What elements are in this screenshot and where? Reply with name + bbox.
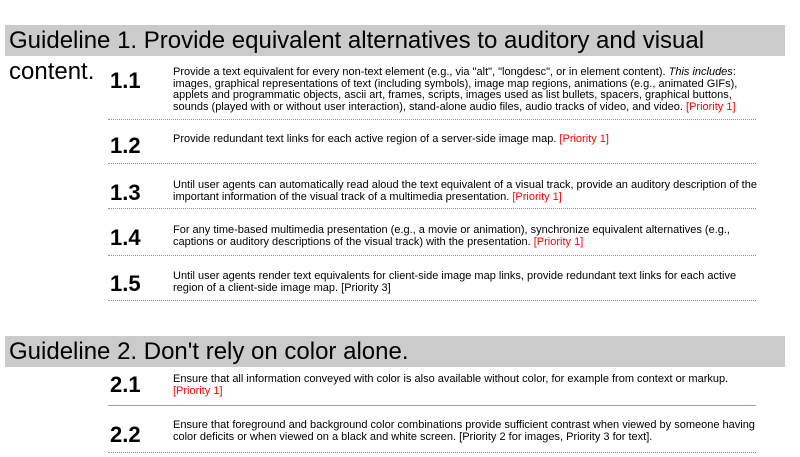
- checkpoint-number: 1.2: [110, 133, 141, 158]
- checkpoint-1-1: [108, 62, 756, 120]
- checkpoint-text: [173, 225, 758, 248]
- text: Until user agents can automatically read aloud the text equivalent of a visual track, provide an auditory description of the important information of the visual track of a multimedia presentation.: [173, 179, 757, 203]
- emphasis: This includes: [668, 66, 733, 78]
- checkpoint-1-3: [108, 164, 756, 209]
- checkpoint-1-5: [108, 256, 756, 301]
- checkpoint-text: Until user agents render text equivalents for client-side image map links, provide redundant text links for each active region of a client-side image map. [Priority 3]: [173, 270, 737, 294]
- checkpoint-text: Ensure that foreground and background color combinations provide sufficient contrast when viewed by someone having color deficits or when viewed on a black and white screen. [Priority 2 for images, Priority 3 for text].: [173, 419, 755, 443]
- text: For any time-based multimedia presentation (e.g., a movie or animation), synchronize equivalent alternatives (e.g., captions or auditory descriptions of the visual track) with the presentation.: [173, 224, 730, 248]
- guideline-1-heading: Guideline 1. Provide equivalent alternatives to auditory and visual content.: [5, 25, 785, 56]
- text: Ensure that all information conveyed with color is also available without color, for example from context or markup.: [173, 373, 729, 385]
- priority-label: [Priority 1]: [686, 101, 736, 114]
- checkpoint-1-2: [108, 120, 756, 164]
- priority-label: [Priority 1]: [173, 384, 223, 397]
- priority-label: [Priority 1]: [512, 190, 562, 203]
- checkpoint-1-4: [108, 209, 756, 256]
- checkpoint-text: [173, 67, 758, 114]
- priority-label: [Priority 1]: [533, 235, 584, 248]
- checkpoint-number: 2.1: [110, 372, 141, 397]
- checkpoint-number: 1.1: [110, 68, 141, 93]
- text: : images, graphical representations of text (including symbols), image map regions, animations (e.g., animated GIFs), applets and programmatic objects, ascii art, frames, scripts, images used as list bullets, spacers, graphical buttons, sounds (played with or without user interaction), stand-alone audio files, audio tracks of video, and video.: [173, 66, 738, 114]
- checkpoint-number: 1.5: [110, 271, 141, 296]
- checkpoint-number: 1.4: [110, 225, 141, 250]
- checkpoint-2-1: [108, 367, 756, 406]
- guideline-2-heading: Guideline 2. Don't rely on color alone.: [5, 336, 785, 367]
- text: Provide a text equivalent for every non-text element (e.g., via "alt", "longdesc", or in element content).: [173, 66, 669, 78]
- text: Provide redundant text links for each active region of a server-side image map.: [173, 133, 560, 145]
- checkpoint-number: 2.2: [110, 422, 141, 447]
- checkpoint-text: [173, 180, 758, 203]
- checkpoint-number: 1.3: [110, 180, 141, 205]
- checkpoint-text: [173, 134, 758, 146]
- checkpoint-2-2: [108, 406, 756, 453]
- priority-label: [Priority 1]: [559, 133, 609, 145]
- checkpoint-text: [173, 374, 758, 397]
